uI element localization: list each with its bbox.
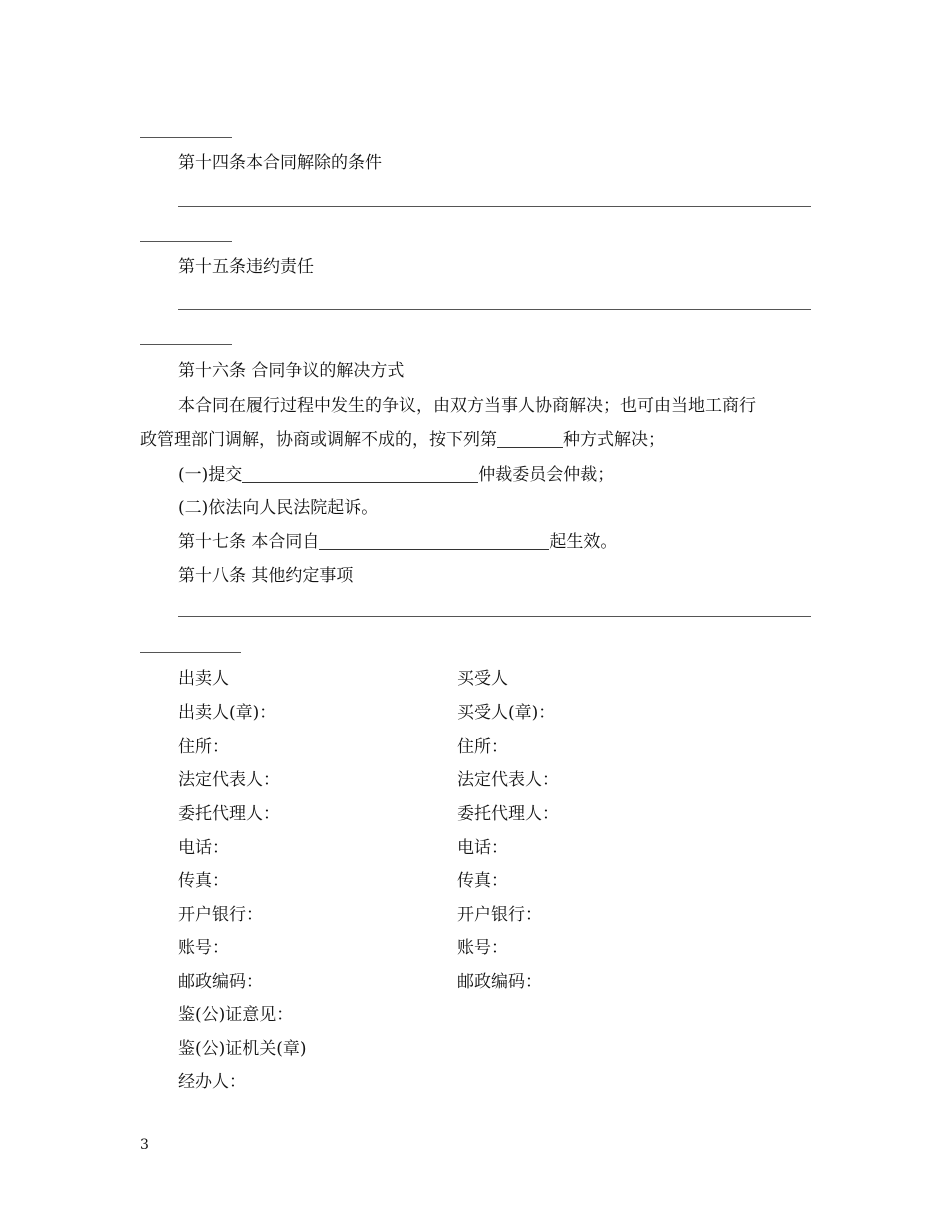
article16-option1 — [178, 464, 614, 486]
blank-line-long — [178, 309, 811, 310]
buyer-heading: 买受人 — [457, 669, 508, 689]
article17 — [178, 531, 617, 553]
seller-address: 住所： — [178, 737, 229, 757]
article16-line2-suffix: 种方式解决； — [563, 430, 665, 450]
blank-line-long — [178, 206, 811, 207]
notary-authority: 鉴(公)证机关(章) — [178, 1039, 307, 1059]
seller-bank: 开户银行： — [178, 905, 263, 925]
article14-title: 第十四条本合同解除的条件 — [178, 153, 382, 173]
seller-account: 账号： — [178, 938, 229, 958]
buyer-fax: 传真： — [457, 871, 508, 891]
option1-suffix: 仲裁委员会仲裁； — [478, 465, 615, 485]
buyer-address: 住所： — [457, 737, 508, 757]
article18-title: 第十八条 其他约定事项 — [178, 566, 354, 586]
article17-text: 第十七条 本合同自 — [178, 532, 320, 552]
buyer-agent: 委托代理人： — [457, 804, 559, 824]
seller-agent: 委托代理人： — [178, 804, 280, 824]
seller-legal-rep: 法定代表人： — [178, 770, 280, 790]
seller-fax: 传真： — [178, 871, 229, 891]
blank-line-long — [178, 616, 811, 617]
article15-title: 第十五条违约责任 — [178, 257, 314, 277]
blank-line-short — [140, 137, 232, 138]
buyer-bank: 开户银行： — [457, 905, 542, 925]
seller-postcode: 邮政编码： — [178, 972, 263, 992]
article16-line2-text: 政管理部门调解，协商或调解不成的，按下列第 — [140, 430, 497, 450]
seller-seal: 出卖人(章)： — [178, 703, 277, 723]
page-number: 3 — [140, 1137, 149, 1153]
article16-option2: (二)依法向人民法院起诉。 — [178, 498, 379, 518]
buyer-legal-rep: 法定代表人： — [457, 770, 559, 790]
effective-date-blank[interactable] — [319, 531, 549, 550]
notary-handler: 经办人： — [178, 1072, 246, 1092]
buyer-account: 账号： — [457, 938, 508, 958]
blank-line-short — [140, 344, 232, 345]
notary-opinion: 鉴(公)证意见： — [178, 1005, 294, 1025]
arbitration-committee-blank[interactable] — [242, 464, 478, 483]
buyer-phone: 电话： — [457, 838, 508, 858]
buyer-seal: 买受人(章)： — [457, 703, 556, 723]
blank-line-short — [140, 241, 232, 242]
article16-paragraph-line1: 本合同在履行过程中发生的争议，由双方当事人协商解决；也可由当地工商行 — [178, 396, 756, 416]
method-number-blank[interactable] — [497, 429, 563, 448]
seller-heading: 出卖人 — [178, 669, 229, 689]
option1-text: (一)提交 — [178, 465, 243, 485]
article16-title: 第十六条 合同争议的解决方式 — [178, 361, 405, 381]
seller-phone: 电话： — [178, 838, 229, 858]
article16-paragraph-line2 — [140, 429, 665, 451]
blank-line-short — [140, 652, 241, 653]
article17-suffix: 起生效。 — [549, 532, 618, 552]
buyer-postcode: 邮政编码： — [457, 972, 542, 992]
